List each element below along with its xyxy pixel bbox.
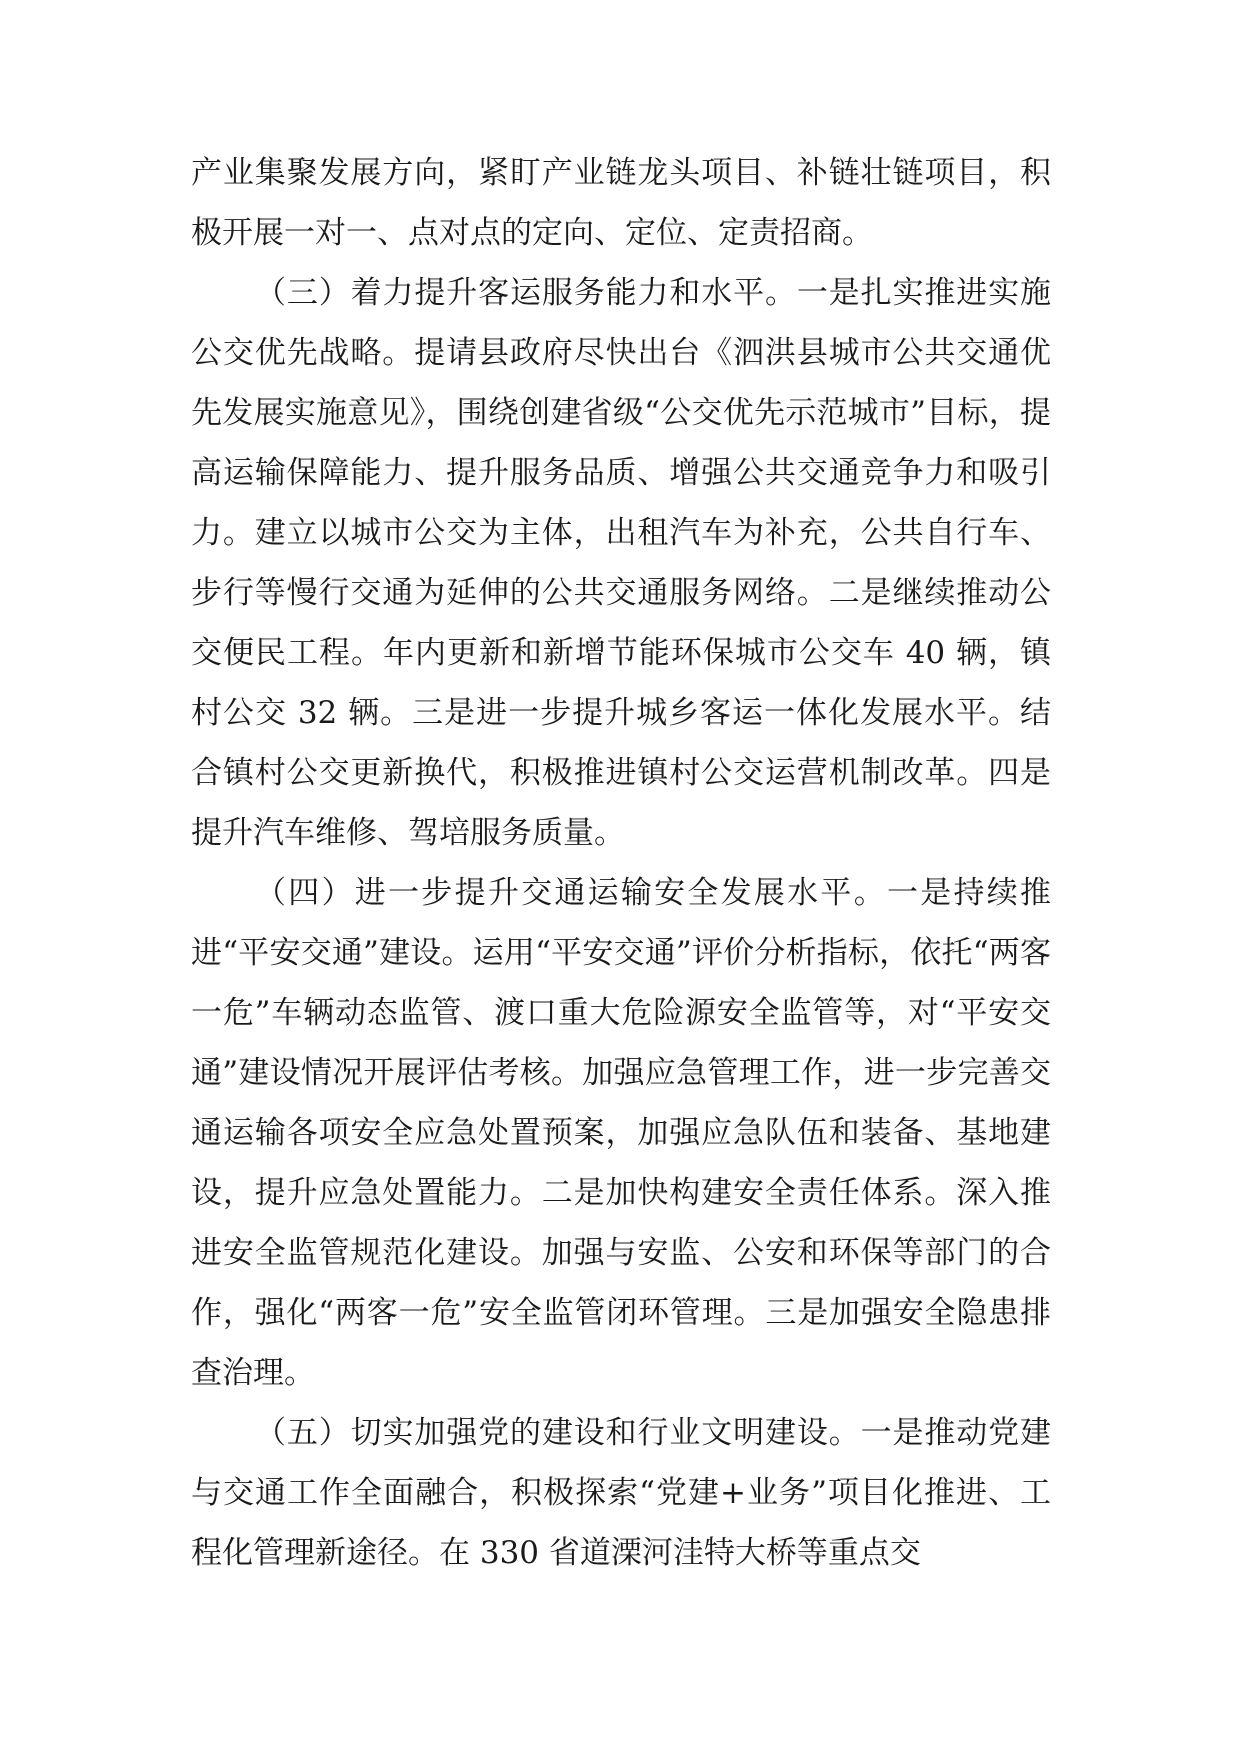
document-page [191,143,1051,1583]
paragraph-party-building: （五）切实加强党的建设和行业文明建设。一是推动党建与交通工作全面融合，积极探索“党建+业务”项目化推进、工程化管理新途径。在 330 省道溧河洼特大桥等重点交 [191,1415,1051,1571]
paragraph-passenger-transport: （三）着力提升客运服务能力和水平。一是扎实推进实施公交优先战略。提请县政府尽快出台《泗洪县城市公共交通优先发展实施意见》，围绕创建省级“公交优先示范城市”目标，提高运输保障能力、提升服务品质、增强公共交通竞争力和吸引力。建立以城市公交为主体，出租汽车为补充，公共自行车、步行等慢行交通为延伸的公共交通服务网络。二是继续推动公交便民工程。年内更新和新增节能环保城市公交车 40 辆，镇村公交 32 辆。三是进一步提升城乡客运一体化发展水平。结合镇村公交更新换代，积极推进镇村公交运营机制改革。四是提升汽车维修、驾培服务质量。 [191,275,1051,851]
paragraph-intro-continuation: 产业集聚发展方向，紧盯产业链龙头项目、补链壮链项目，积极开展一对一、点对点的定向、定位、定责招商。 [191,155,1051,251]
paragraph-transport-safety: （四）进一步提升交通运输安全发展水平。一是持续推进“平安交通”建设。运用“平安交通”评价分析指标，依托“两客一危”车辆动态监管、渡口重大危险源安全监管等，对“平安交通”建设情况开展评估考核。加强应急管理工作，进一步完善交通运输各项安全应急处置预案，加强应急队伍和装备、基地建设，提升应急处置能力。二是加快构建安全责任体系。深入推进安全监管规范化建设。加强与安监、公安和环保等部门的合作，强化“两客一危”安全监管闭环管理。三是加强安全隐患排查治理。 [191,875,1051,1391]
